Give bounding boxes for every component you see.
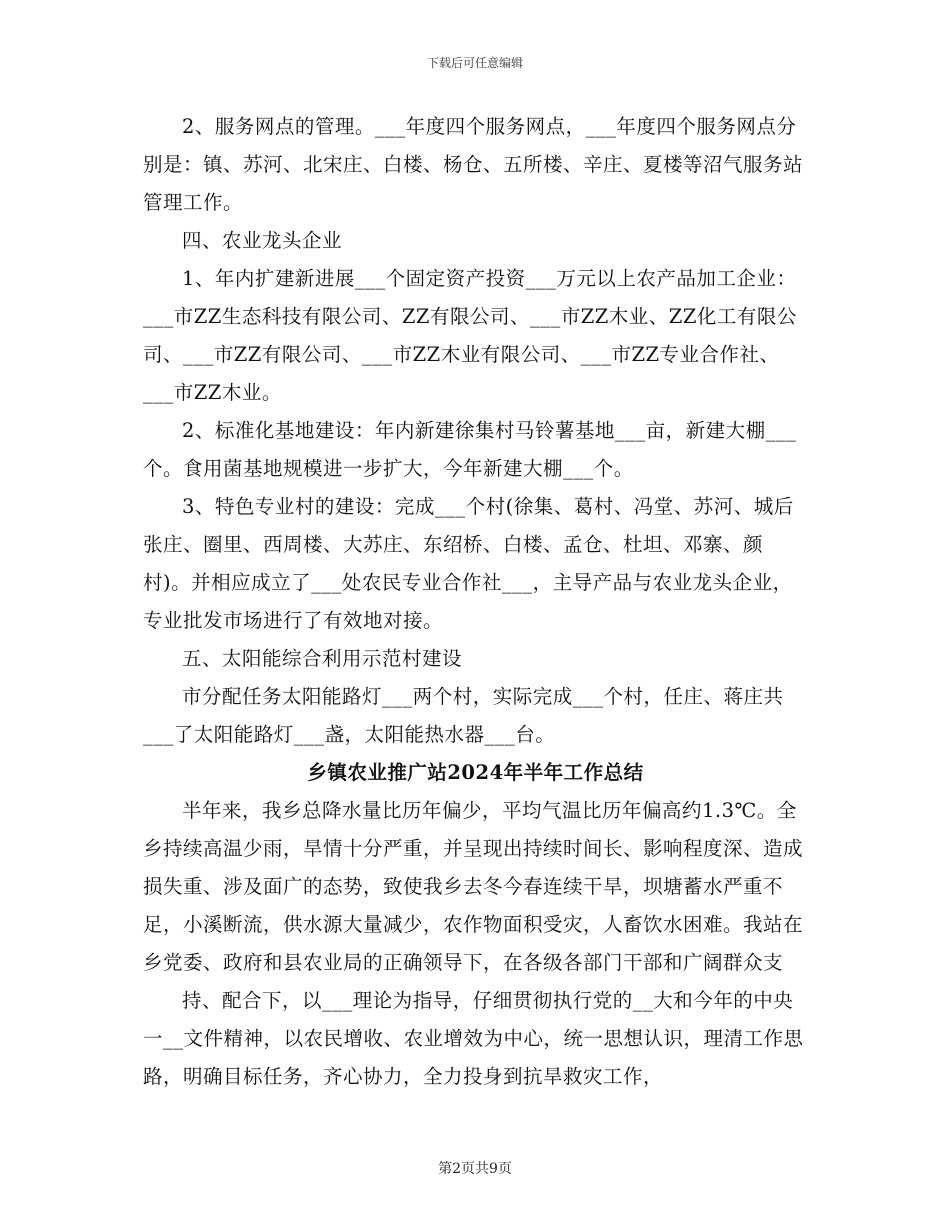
page-header-note: 下载后可任意编辑 [426, 56, 523, 70]
paragraph-solar-lights: 市分配任务太阳能路灯___两个村，实际完成___个村，任庄、蒋庄共___了太阳能路灯___盏，太阳能热水器___台。 [143, 685, 784, 746]
paragraph-specialty-villages: 3、特色专业村的建设：完成___个村(徐集、葛村、冯堂、苏河、城后张庄、圈里、西周楼、大苏庄、东绍桥、白楼、孟仓、杜坦、邓寨、颜村)。并相应成立了___处农民专业合作社___，主导产品与农业龙头企业，专业批发市场进行了有效地对接。 [143, 495, 794, 632]
heading-solar-demo: 五、太阳能综合利用示范村建设 [182, 647, 463, 670]
section-title: 乡镇农业推广站2024年半年工作总结 [307, 761, 644, 784]
paragraph-drought-summary: 半年来，我乡总降水量比历年偏少，平均气温比历年偏高约1.3℃。全乡持续高温少雨，旱情十分严重，并呈现出持续时间长、影响程度深、造成损失重、涉及面广的态势，致使我乡去冬今春连续干旱，坝塘蓄水严重不足，小溪断流，供水源大量减少，农作物面积受灾，人畜饮水困难。我站在乡党委、政府和县农业局的正确领导下，在各级各部门干部和广阔群众支 [143, 799, 804, 974]
paragraph-guidance: 持、配合下，以___理论为指导，仔细贯彻执行党的__大和今年的中央一__文件精神，以农民增收、农业增效为中心，统一思想认识，理清工作思路，明确目标任务，齐心协力，全力投身到抗旱救灾工作， [143, 989, 804, 1088]
paragraph-standard-base: 2、标准化基地建设：年内新建徐集村马铃薯基地___亩，新建大棚___个。食用菌基地规模进一步扩大，今年新建大棚___个。 [143, 419, 797, 480]
document-body [143, 108, 808, 1096]
paragraph-enterprise-expansion: 1、年内扩建新进展___个固定资产投资___万元以上农产品加工企业：___市ZZ生态科技有限公司、ZZ有限公司、___市ZZ木业、ZZ化工有限公司、___市ZZ有限公司、___市ZZ木业有限公司、___市ZZ专业合作社、___市ZZ木业。 [143, 267, 797, 404]
paragraph-service-points: 2、服务网点的管理。___年度四个服务网点，___年度四个服务网点分别是：镇、苏河、北宋庄、白楼、杨仓、五所楼、辛庄、夏楼等沼气服务站管理工作。 [143, 115, 804, 214]
page-number: 第2页共9页 [438, 1161, 512, 1177]
heading-agri-enterprises: 四、农业龙头企业 [182, 229, 343, 252]
